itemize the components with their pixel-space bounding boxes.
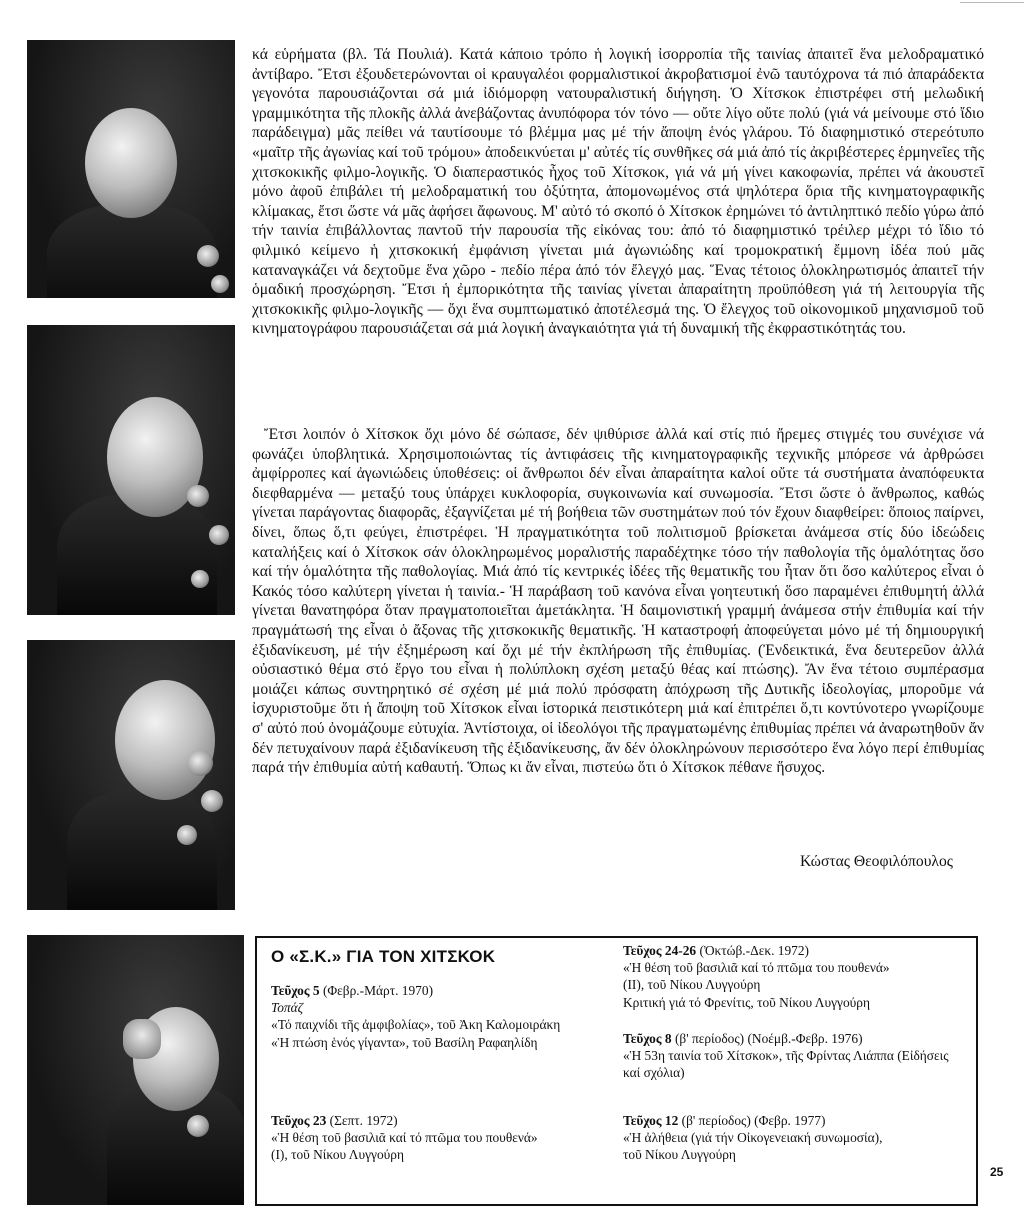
issue-label: Τεῦχος 8	[623, 1031, 672, 1046]
hitchcock-photo-2	[27, 325, 235, 615]
hitchcock-photo-1	[27, 40, 235, 298]
issue-label: Τεῦχος 23	[271, 1113, 327, 1128]
box-entry-issue-23	[271, 1112, 621, 1164]
box-entry-issue-8	[623, 1030, 968, 1082]
issue-label: Τεῦχος 24-26	[623, 943, 697, 958]
hitchcock-photo-4	[27, 935, 244, 1205]
article-text-2	[252, 425, 984, 778]
entry-line: «Ἡ 53η ταινία τοῦ Χίτσκοκ», τῆς Φρίντας Λιάππα (Εἰδήσεις καί σχόλια)	[623, 1048, 949, 1081]
entry-line: (Ι), τοῦ Νίκου Λυγγούρη	[271, 1147, 404, 1163]
top-rule	[960, 2, 1024, 3]
page-number: 25	[990, 1165, 1004, 1179]
issue-label: Τεῦχος 12	[623, 1113, 679, 1128]
author-signature: Κώστας Θεοφιλόπουλος	[800, 853, 953, 870]
entry-line: «Ἡ ἀλήθεια (γιά τήν Οἰκογενειακή συνωμοσία),	[623, 1130, 883, 1146]
issue-date: (Σεπτ. 1972)	[329, 1113, 398, 1128]
entry-line: «Τό παιχνίδι τῆς ἀμφιβολίας», τοῦ Ἀκη Καλομοιράκη	[271, 1017, 561, 1033]
box-entry-issue-24-26	[623, 942, 968, 1011]
issue-date: (β' περίοδος) (Νοέμβ.-Φεβρ. 1976)	[674, 1031, 863, 1046]
article-paragraph-2: Ἔτσι λοιπόν ὁ Χίτσκοκ ὄχι μόνο δέ σώπασε, δέν ψιθύρισε ἀλλά καί στίς πιό ἤρεμες στιγμές του συνέχισε νά φωνάζει ὑποβλητικά. Χρησιμοποιώντας τίς ἀντιφάσεις τῆς κινηματογραφικῆς τεχνικῆς μπόρεσε νά ἀρθρώσει ἀμφίρροπες καί ἀγωνιώδεις ὑποθέσεις: οἱ ἄνθρωποι δέν εἶναι ἀπαραίτητα καλοί οὔτε τά συστήματα ἀναπόφευκτα διεφθαρμένα — μεταξύ τους ὑπάρχει κυκλοφορία, συγκοινωνία καί συνωμοσία. Ἔτσι ὥστε ὁ ἄνθρωπος, καθώς γίνεται παράγοντας διαφορᾶς, ἐξαγνίζεται μέ τή βοήθεια τῶν συστημάτων πού τόν ἔχουν διαφθείρει: ὅποιος παίρνει, δίνει, ὅπως ὅ,τι φεύγει, ἐπιστρέφει. Ἡ πραγματικότητα τοῦ πολιτισμοῦ βρίσκεται ἀνάμεσα στίς δύο ἰδεώδεις καταλήξεις καί ὁ Χίτσκοκ σάν ὁλοκληρωμένος μοραλιστής παραδέχτηκε τόσο τήν παθολογία τῆς ὁμαλότητας ὅσο καί τήν ὁμαλότητα τῆς παθολογίας. Μιά ἀπό τίς κεντρικές ἰδέες τῆς θεματικῆς του ἦταν ὅτι ὅσο καλύτερος εἶναι ὁ Κακός τόσο καλύτερη γίνεται ἡ ταινία.- Ἡ παράβαση τοῦ κανόνα εἶναι γοητευτική ὅσο παραμένει ἐπιθυμητή ἀλλά γίνεται θανατηφόρα ὅταν πραγματοποιεῖται ἀμετάκλητα. Ἡ δαιμονιστική γραμμή ἀνάμεσα στήν ἐπιθυμία καί τήν πραγμάτωσή της εἶναι ὁ ἄξονας τῆς χιτσκοκικῆς θεματικῆς. Ἡ καταστροφή ἀποφεύγεται μόνο μέ τή δημιουργική ἐξιδανίκευση, μέ τήν ἐξημέρωση καί ὄχι μέ τήν ἐκπλήρωση τῆς ἐπιθυμίας. (Ἐνδεικτικά, ἕνα δευτερεῦον ἀλλά οὐσιαστικό θέμα στό ἔργο του εἶναι ἡ πολύπλοκη σχέση μεταξύ θέας καί πτώσης). Ἄν ἕνα τέτοιο συμπέρασμα μοιάζει κάπως συντηρητικό σέ σχέση μέ μιά πολύ πρόσφατη ἀπόχρωση τῆς Δυτικῆς ἰδεολογίας, μποροῦμε νά ἰσχυριστοῦμε ὅτι ἡ ἄποψη τοῦ Χίτσκοκ εἶναι ἱστορικά πειστικότερη μιά καί ἐπιτρέπει ὅ,τι κοντύνοτερο γνωρίζουμε σ' αὐτό πού ὀνομάζουμε εὐτυχία. Ἀντίστοιχα, οἱ ἰδεολόγοι τῆς πραγματωμένης ἐπιθυμίας πρέπει νά ἀναρωτηθοῦν ἄν δέν πετυχαίνουν παρά ἐξιδανίκευση τῆς ἐξιδανίκευσης, ἄν δέν ὁλοκληρώνουν περισσότερο ἕνα λόγο περί ἐπιθυμίας παρά τήν ἐπιθυμία αὐτή καθαυτή. Ὅπως κι ἄν εἶναι, πιστεύω ὅτι ὁ Χίτσκοκ πέθανε ἥσυχος.	[252, 426, 984, 777]
entry-line: (ΙΙ), τοῦ Νίκου Λυγγούρη	[623, 977, 761, 993]
entry-line: «Ἡ πτώση ἑνός γίγαντα», τοῦ Βασίλη Ραφαηλίδη	[271, 1034, 538, 1050]
box-entry-issue-12	[623, 1112, 968, 1164]
box-entry-issue-5	[271, 982, 601, 1051]
entry-line: τοῦ Νίκου Λυγγούρη	[623, 1147, 736, 1163]
issue-date: (Ὀκτώβ.-Δεκ. 1972)	[699, 943, 810, 958]
issue-date: (Φεβρ.-Μάρτ. 1970)	[322, 983, 434, 998]
article-text	[252, 45, 984, 339]
box-title: Ο «Σ.Κ.» ΓΙΑ ΤΟΝ ΧΙΤΣΚΟΚ	[271, 947, 496, 966]
entry-line: Τοπάζ	[271, 1000, 304, 1016]
entry-line: «Ἡ θέση τοῦ βασιλιᾶ καί τό πτῶμα του πουθενά»	[623, 960, 890, 976]
entry-line: Κριτική γιά τό Φρενίτις, τοῦ Νίκου Λυγγούρη	[623, 994, 870, 1010]
article-paragraph-1: κά εὑρήματα (βλ. Τά Πουλιά). Κατά κάποιο τρόπο ἡ λογική ἰσορροπία τῆς ταινίας ἀπαιτεῖ ἕνα μελοδραματικό ἀντίβαρο. Ἔτσι ἐξουδετερώνονται οἱ κραυγαλέοι φορμαλιστικοί ἀκροβατισμοί ἐνῶ ταυτόχρονα τά πιό ἀπαράδεκτα γεγονότα παρουσιάζονται σά μιά ἰδιόμορφη νατουραλιστική διήγηση. Ὁ Χίτσκοκ ἐπιστρέφει στή μελωδική γραμμικότητα τῆς πλοκῆς ἀλλά ἀνεβάζοντας ἀνυπόφορα τόν τόνο — οὔτε λίγο οὔτε πολύ (γιά νά μείνουμε στό ἴδιο παράδειγμα) μᾶς πείθει νά ταυτίσουμε τό βλέμμα μας μέ τήν ἄποψη ἑνός γλάρου. Τό διαφημιστικό στερεότυπο «μαῖτρ τῆς ἀγωνίας καί τοῦ τρόμου» ἀποδεικνύεται μ' αὐτές τίς συνθῆκες σά μιά ἀπό τίς ἀκριβέστερες ἑρμηνεῖες τῆς χιτσκοκικῆς φιλμο-λογικῆς. Ὁ διαπεραστικός ἦχος τοῦ Χίτσκοκ, γιά νά μή γίνει κακοφωνία, πρέπει νά ἀκουστεῖ μόνο ἀφοῦ ἐπιβάλει τή μελοδραματική του ὀξύτητα, ἀπομονωμένος στά ψηλότερα ὅρια τῆς κινηματογραφικῆς κλίμακας, ἔτσι ὥστε νά μᾶς ἀφήσει ἄφωνους. Μ' αὐτό τό σκοπό ὁ Χίτσκοκ ἐρημώνει τό ἀντιληπτικό πεδίο γύρω ἀπό τήν ταινία ἐπιβάλλοντας παντοῦ τήν παρουσία τῆς εἰκόνας του: ἀπό τό διαφημιστικό τρέιλερ μέχρι τό ἴδιο τό φιλμικό κείμενο ἡ χιτσκοκική ἐμφάνιση γίνεται μιά ἀγωνιώδης καί τρομοκρατική ἔμμονη ἰδέα πού μᾶς καταναγκάζει νά δεχτοῦμε ἕνα χῶρο - πεδίο πέρα ἀπό τόν ἔλεγχό μας. Ἕνας τέτοιος ὁλοκληρωτισμός ἀπαιτεῖ τήν ὁμαδική προσχώρηση. Ἔτσι ἡ ἐμπορικότητα τῆς ταινίας γίνεται ἀπαραίτητη προϋπόθεση γιά τή λειτουργία τῆς χιτσκοκικῆς φιλμο-λογικῆς — ὄχι ἕνα συμπτωματικό ἀποτέλεσμά της. Ὁ ἔλεγχος τοῦ οἰκονομικοῦ μηχανισμοῦ τοῦ κινηματογράφου παρουσιάζεται σά μιά λογική ἀναγκαιότητα γιά τή δυναμική τῆς ἐκφραστικότητάς του.	[252, 46, 984, 338]
hitchcock-photo-3	[27, 640, 235, 910]
issue-date: (β' περίοδος) (Φεβρ. 1977)	[681, 1113, 826, 1128]
sk-hitchcock-index-box	[255, 936, 978, 1206]
issue-label: Τεῦχος 5	[271, 983, 320, 998]
entry-line: «Ἡ θέση τοῦ βασιλιᾶ καί τό πτῶμα του πουθενά»	[271, 1130, 538, 1146]
